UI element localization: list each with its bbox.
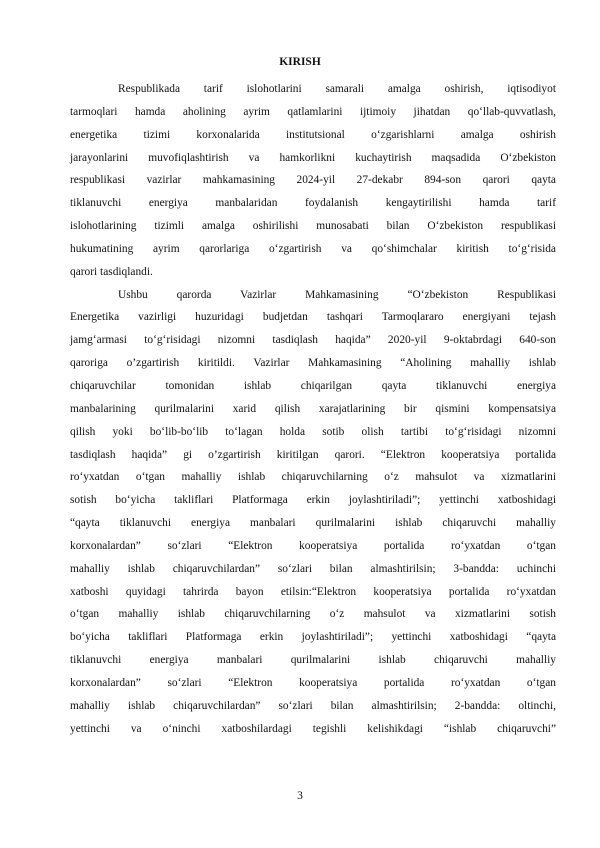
text-line: jarayonlarini muvofiqlashtirish va hamkorlikni kuchaytirish maqsadida O‘zbekiston bbox=[70, 151, 556, 164]
text-line: ro‘yxatdan o‘tgan mahalliy ishlab chiqaruvchilarning o‘z mahsulot va xizmatlarini bbox=[70, 471, 556, 484]
text-line: Ushbu qarorda Vazirlar Mahkamasining “O‘zbekiston Respublikasi bbox=[118, 288, 556, 301]
page-number: 3 bbox=[297, 790, 303, 802]
text-line: korxonalardan” so‘zlari “Elektron kooperatsiya portalida ro‘yxatdan o‘tgan bbox=[70, 539, 556, 552]
text-line: tarmoqlari hamda aholining ayrim qatlamlarini ijtimoiy jihatdan qo‘llab-quvvatlash, bbox=[70, 105, 556, 118]
text-line: korxonalardan” so‘zlari “Elektron kooperatsiya portalida ro‘yxatdan o‘tgan bbox=[70, 676, 556, 689]
text-line: mahalliy ishlab chiqaruvchilardan” so‘zlari bilan almashtirilsin; 3-bandda: uchinchi bbox=[70, 562, 556, 575]
text-line: islohotlarining tizimli amalga oshirilishi munosabati bilan O‘zbekiston respublikasi bbox=[70, 220, 556, 233]
text-line: bo‘yicha takliflari Platformaga erkin joylashtiriladi”; yettinchi xatboshidagi “qayta bbox=[70, 631, 556, 644]
text-line: manbalarining qurilmalarini xarid qilish xarajatlarining bir qismini kompensatsiya bbox=[70, 402, 556, 415]
text-line: tasdiqlash haqida” gi o’zgartirish kiritilgan qarori. “Elektron kooperatsiya portalida bbox=[70, 448, 556, 461]
text-line: xatboshi quyidagi tahrirda bayon etilsin:“Elektron kooperatsiya portalida ro‘yxatdan bbox=[70, 585, 556, 598]
text-line: “qayta tiklanuvchi energiya manbalari qurilmalarini ishlab chiqaruvchi mahalliy bbox=[70, 517, 556, 530]
text-line: jamg‘armasi to‘g‘risidagi nizomni tasdiqlash haqida” 2020-yil 9-oktabrdagi 640-son bbox=[70, 334, 556, 347]
text-line: mahalliy ishlab chiqaruvchilardan” so‘zlari bilan almashtirilsin; 2-bandda: oltinchi, bbox=[70, 699, 556, 712]
text-line: tiklanuvchi energiya manbalari qurilmalarini ishlab chiqaruvchi mahalliy bbox=[70, 654, 556, 667]
text-line: chiqaruvchilar tomonidan ishlab chiqarilgan qayta tiklanuvchi energiya bbox=[70, 379, 556, 392]
text-line: energetika tizimi korxonalarida institutsional o‘zgarishlarni amalga oshirish bbox=[70, 128, 556, 141]
text-line: qaroriga o’zgartirish kiritildi. Vazirlar Mahkamasining “Aholining mahalliy ishlab bbox=[70, 357, 556, 370]
text-line: qilish yoki bo‘lib-bo‘lib to‘lagan holda sotib olish tartibi to‘g‘risidagi nizomni bbox=[70, 425, 556, 438]
text-line: Energetika vazirligi huzuridagi budjetdan tashqari Tarmoqlararo energiyani tejash bbox=[70, 311, 556, 324]
page-title: KIRISH bbox=[279, 56, 321, 68]
text-line: yettinchi va o‘ninchi xatboshilardagi tegishli kelishikdagi “ishlab chiqaruvchi” bbox=[70, 722, 556, 735]
text-line: qarori tasdiqlandi. bbox=[70, 265, 153, 278]
text-line: Respublikada tarif islohotlarini samarali amalga oshirish, iqtisodiyot bbox=[118, 83, 556, 95]
text-line: tiklanuvchi energiya manbalaridan foydalanish kengaytirilishi hamda tarif bbox=[70, 197, 556, 210]
text-line: hukumatining ayrim qarorlariga o‘zgartirish va qo‘shimchalar kiritish to‘g‘risida bbox=[70, 242, 556, 255]
text-line: sotish bo‘yicha takliflari Platformaga erkin joylashtiriladi”; yettinchi xatboshidagi bbox=[70, 494, 556, 507]
text-line: o‘tgan mahalliy ishlab chiqaruvchilarning o‘z mahsulot va xizmatlarini sotish bbox=[70, 608, 556, 621]
text-line: respublikasi vazirlar mahkamasining 2024-yil 27-dekabr 894-son qarori qayta bbox=[70, 174, 556, 187]
body-text bbox=[70, 78, 556, 740]
